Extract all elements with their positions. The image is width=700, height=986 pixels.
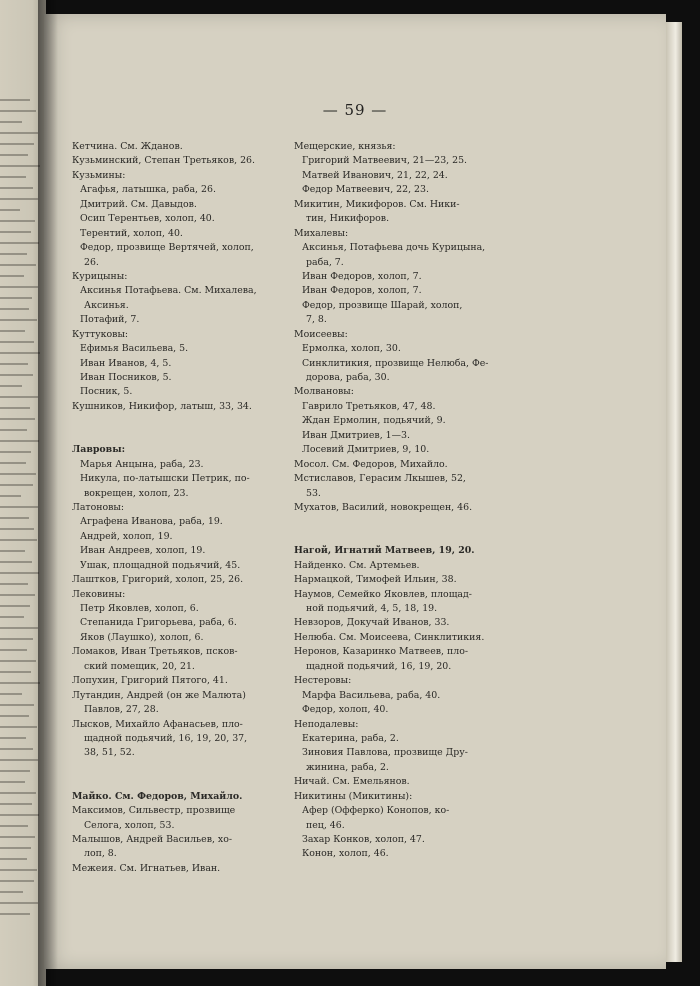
text-line: Курицыны: [72, 270, 128, 282]
text-line: Зиновия Павлова, прозвище Дру- [302, 747, 468, 759]
text-line: Моисеевы: [294, 328, 348, 340]
blank-line [72, 414, 284, 428]
text-line: Максимов, Сильвестр, прозвище [72, 805, 236, 817]
text-line: Федор, прозвище Шарай, холоп, [302, 299, 463, 311]
page-edge [666, 22, 682, 962]
text-line: 38, 51, 52. [84, 747, 135, 759]
text-line: Иван Посников, 5. [80, 372, 172, 383]
text-line: Мещерские, князья: [294, 141, 396, 152]
blank-line [72, 761, 284, 775]
text-line: Федор, холоп, 40. [302, 704, 389, 716]
text-line: Лаштков, Григорий, холоп, 25, 26. [72, 574, 244, 586]
text-line: Латоновы: [72, 501, 125, 513]
text-line: ной подьячий, 4, 5, 18, 19. [306, 603, 438, 614]
text-line: Микитин, Микифоров. См. Ники- [294, 198, 460, 210]
blank-line [72, 429, 284, 443]
text-line: Лековины: [72, 588, 126, 600]
text-line: Неподалевы: [294, 718, 359, 730]
text-line: Нестеровы: [294, 675, 352, 687]
text-line: Ушак, площадной подьячий, 45. [80, 559, 241, 571]
text-line: Неронов, Казаринко Матвеев, пло- [294, 646, 469, 658]
text-line: Павлов, 27, 28. [84, 704, 159, 716]
text-line: Лысков, Михайло Афанасьев, пло- [72, 718, 243, 730]
text-line: Ждан Ермолин, подьячий, 9. [302, 415, 446, 427]
text-line: Наумов, Семейко Яковлев, площад- [294, 588, 472, 600]
text-line: Малышов, Андрей Васильев, хо- [72, 834, 233, 845]
text-line: Дмитрий. См. Давыдов. [80, 198, 197, 210]
text-line: Иван Федоров, холоп, 7. [302, 285, 422, 297]
text-line: Иван Андреев, холоп, 19. [80, 545, 206, 557]
text-line: Лопухин, Григорий Пятого, 41. [72, 675, 228, 687]
text-line: Лавровы: [72, 444, 126, 456]
text-line: раба, 7. [306, 256, 344, 268]
text-line: Никула, по-латышски Петрик, по- [80, 473, 250, 485]
left-text-column [72, 140, 284, 876]
text-line: Мстиславов, Герасим Лкышев, 52, [294, 473, 466, 485]
text-line: Марья Анцына, раба, 23. [80, 458, 204, 470]
text-line: Иван Дмитриев, 1—3. [302, 429, 410, 441]
right-text-column [294, 140, 506, 862]
text-line: Межеия. См. Игнатьев, Иван. [72, 862, 221, 874]
gutter-shadow [38, 0, 58, 986]
text-line: Ефимья Васильева, 5. [80, 343, 189, 355]
text-line: Потафий, 7. [80, 314, 140, 326]
text-line: Кузьминский, Степан Третьяков, 26. [72, 155, 255, 167]
text-line: Афер (Офферко) Конопов, ко- [302, 805, 450, 817]
text-line: Матвей Иванович, 21, 22, 24. [302, 169, 448, 181]
text-line: тин, Никифоров. [306, 213, 390, 225]
text-line: Кетчина. См. Жданов. [72, 141, 183, 152]
text-line: Аграфена Иванова, раба, 19. [80, 516, 223, 528]
book-page [44, 14, 666, 969]
text-line: Аксинья, Потафьева дочь Курицына, [302, 242, 486, 254]
text-line: Ломаков, Иван Третьяков, псков- [72, 646, 238, 658]
text-line: ский помещик, 20, 21. [84, 660, 195, 672]
text-line: Яков (Лаушко), холоп, 6. [80, 631, 204, 643]
blank-line [294, 530, 506, 544]
text-line: 7, 8. [306, 314, 327, 326]
text-line: Федор Матвеевич, 22, 23. [302, 184, 429, 196]
text-line: Андрей, холоп, 19. [80, 530, 173, 542]
text-line: Майко. См. Федоров, Михайло. [72, 790, 243, 802]
text-line: Никитины (Микитины): [294, 790, 413, 802]
text-line: Федор, прозвище Вертячей, холоп, [80, 242, 254, 254]
text-line: дорова, раба, 30. [306, 372, 390, 383]
text-line: Мосол. См. Федоров, Михайло. [294, 458, 448, 470]
text-line: 26. [84, 256, 99, 268]
text-line: Степанида Григорьева, раба, 6. [80, 617, 237, 629]
text-line: Кузьмины: [72, 169, 126, 181]
text-line: Аксинья Потафьева. См. Михалева, [80, 285, 257, 297]
text-line: Иван Федоров, холоп, 7. [302, 270, 422, 282]
text-line: Гаврило Третьяков, 47, 48. [302, 400, 436, 412]
blank-line [294, 515, 506, 529]
text-line: жинина, раба, 2. [306, 761, 389, 773]
text-line: Нелюба. См. Моисеева, Синклитикия. [294, 631, 485, 643]
page-number: — 59 — [322, 101, 388, 119]
text-line: Екатерина, раба, 2. [302, 732, 399, 744]
text-line: Петр Яковлев, холоп, 6. [80, 603, 199, 614]
text-line: Ермолка, холоп, 30. [302, 343, 401, 355]
text-line: Невзоров, Докучай Иванов, 33. [294, 617, 450, 629]
text-line: Куттуковы: [72, 328, 129, 340]
text-line: Иван Иванов, 4, 5. [80, 357, 172, 369]
text-line: Посник, 5. [80, 386, 133, 398]
text-line: лоп, 8. [84, 848, 117, 860]
text-line: вокрещен, холоп, 23. [84, 487, 189, 499]
text-line: Аксинья. [84, 299, 129, 311]
text-line: Марфа Васильева, раба, 40. [302, 689, 441, 701]
text-line: Мухатов, Василий, новокрещен, 46. [294, 501, 473, 513]
blank-line [72, 775, 284, 789]
text-line: Нармацкой, Тимофей Ильин, 38. [294, 574, 457, 586]
text-line: Кушников, Никифор, латыш, 33, 34. [72, 400, 252, 412]
text-line: Осип Терентьев, холоп, 40. [80, 213, 215, 225]
text-line: Лосевий Дмитриев, 9, 10. [302, 444, 430, 456]
text-line: Нагой, Игнатий Матвеев, 19, 20. [294, 545, 475, 557]
text-line: Найденко. См. Артемьев. [294, 559, 420, 571]
text-line: Григорий Матвеевич, 21—23, 25. [302, 155, 468, 167]
text-line: Селога, холоп, 53. [84, 819, 175, 831]
text-line: Лутандин, Андрей (он же Малюта) [72, 689, 246, 701]
text-line: Агафья, латышка, раба, 26. [80, 184, 216, 196]
text-line: щадной подьячий, 16, 19, 20, 37, [84, 732, 248, 744]
text-line: Конон, холоп, 46. [302, 848, 389, 860]
text-line: 53. [306, 487, 321, 499]
text-line: Синклитикия, прозвище Нелюба, Фе- [302, 357, 489, 369]
text-line: щадной подьячий, 16, 19, 20. [306, 660, 452, 672]
text-line: Михалевы: [294, 227, 349, 239]
text-line: Захар Конков, холоп, 47. [302, 834, 425, 845]
text-line: Терентий, холоп, 40. [80, 227, 183, 239]
text-line: Молвановы: [294, 386, 354, 398]
text-line: пец, 46. [306, 819, 345, 831]
text-line: Ничай. См. Емельянов. [294, 776, 410, 788]
